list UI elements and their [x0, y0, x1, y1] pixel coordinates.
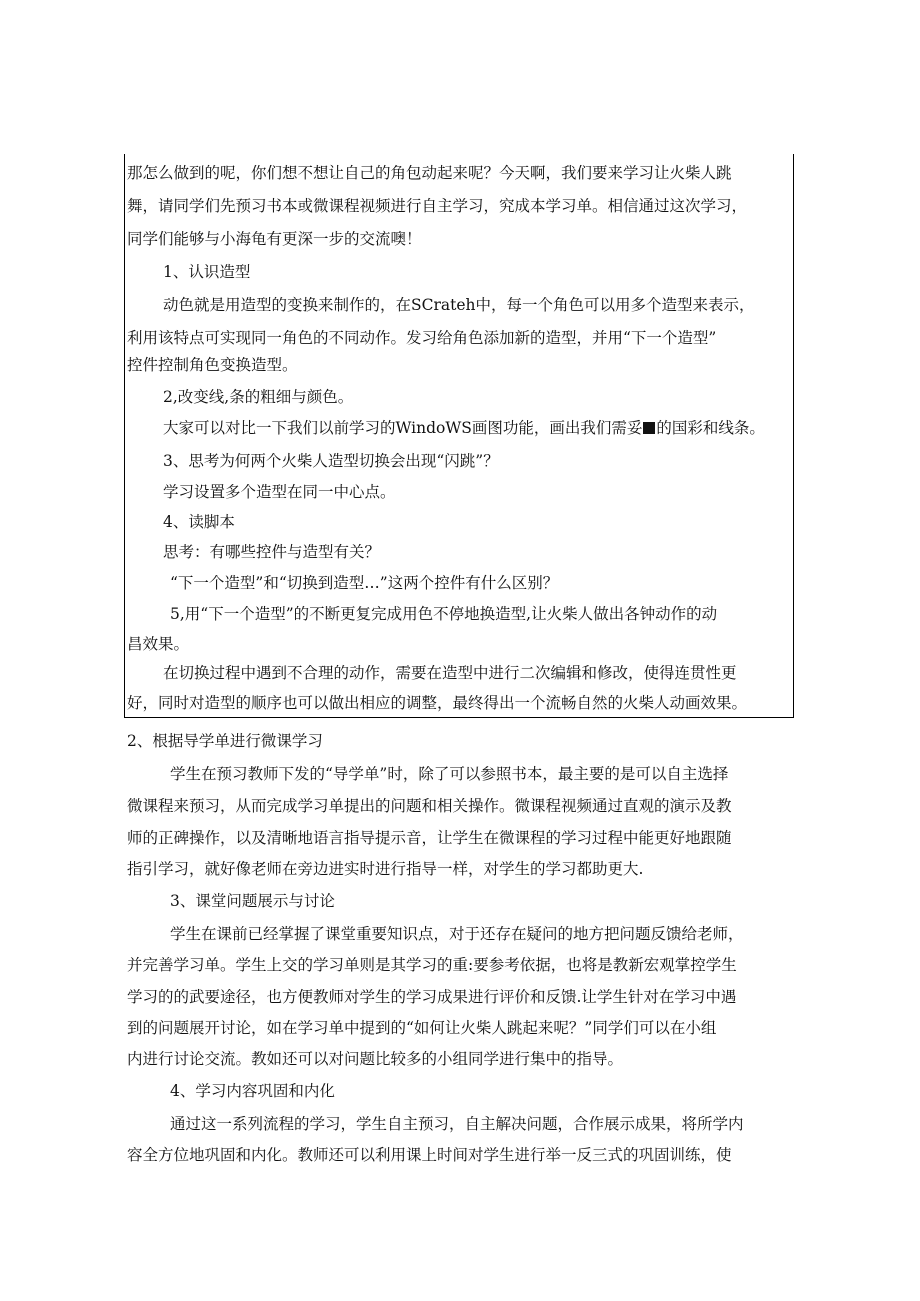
- section-heading: 3、课堂问题展示与讨论: [170, 892, 335, 910]
- section-heading: 2、根据导学单进行微课学习: [127, 732, 323, 750]
- body-line: 学习的的武要途径，也方便教师对学生的学习成果进行评价和反馈.让学生针对在学习中遇: [127, 988, 737, 1006]
- box-line: 控件控制角色变换造型。: [127, 356, 298, 374]
- box-line-part: 大家可以对比一下我们以前学习的WindoWS画图功能，画出我们需妥: [163, 419, 643, 437]
- black-square-icon: [643, 422, 655, 434]
- box-line: 学习设置多个造型在同一中心点。: [163, 483, 396, 501]
- box-line-part: 的国彩和线条。: [656, 419, 765, 437]
- box-line: 思考：有哪些控件与造型有关？: [163, 543, 381, 561]
- box-line: 同学们能够与小海龟有更深一步的交流噢！: [127, 230, 422, 248]
- section-heading: 4、学习内容巩固和内化: [170, 1082, 335, 1100]
- box-heading: 5,用“下一个造型”的不断更复完成用色不停地换造型,让火柴人做出各钟动作的动: [170, 605, 718, 623]
- body-line: 微课程来预习，从而完成学习单提出的问题和相关操作。微课程视频通过直观的演示及教: [127, 797, 732, 815]
- body-line: 学生在课前已经掌握了课堂重要知识点，对于还存在疑问的地方把问题反馈给老师，: [170, 925, 744, 943]
- body-line: 到的问题展开讨论，如在学习单中提到的“如何让火柴人跳起来呢？”同学们可以在小组: [127, 1019, 717, 1037]
- box-heading: 3、思考为何两个火柴人造型切换会出现“闪跳”？: [163, 452, 499, 470]
- body-line: 并完善学习单。学生上交的学习单则是其学习的重:要参考依据，也将是教新宏观掌控学生: [127, 956, 737, 974]
- body-line: 学生在预习教师下发的“导学单”时，除了可以参照书本，最主要的是可以自主选择: [170, 765, 729, 783]
- box-heading: 4、读脚本: [163, 513, 235, 531]
- box-line: 舞，请同学们先预习书本或微课程视频进行自主学习，究成本学习单。相信通过这次学习，: [127, 197, 748, 215]
- body-line: 指引学习，就好像老师在旁边进实时进行指导一样，对学生的学习都助更大.: [127, 860, 644, 878]
- box-line: 利用该特点可实现同一角色的不同动作。发习给角色添加新的造型，并用“下一个造型”: [127, 329, 717, 347]
- body-line: 通过这一系列流程的学习，学生自主预习，自主解决问题，合作展示成果，将所学内: [170, 1115, 744, 1133]
- box-line: 那怎么做到的呢，你们想不想让自己的角包动起来呢？今天啊，我们要来学习让火柴人跳: [127, 164, 732, 182]
- body-line: 容全方位地巩固和内化。教师还可以利用课上时间对学生进行举一反三式的巩固训练，使: [127, 1146, 732, 1164]
- body-line: 内进行讨论交流。教如还可以对问题比较多的小组同学进行集中的指导。: [127, 1050, 624, 1068]
- box-line: [163, 418, 765, 438]
- box-heading: 1、认识造型: [163, 263, 251, 281]
- body-line: 师的正碑操作，以及清晰地语言指导提示音，让学生在微课程的学习过程中能更好地跟随: [127, 829, 732, 847]
- box-heading: 2,改变线,条的粗细与颜色。: [163, 388, 354, 406]
- box-line: 动色就是用造型的变换来制作的，在SCrateh中，每一个角色可以用多个造型来表示，: [163, 296, 755, 314]
- box-line: “下一个造型”和“切换到造型…”这两个控件有什么区别？: [170, 574, 559, 592]
- box-line: 好，同时对造型的顺序也可以做出相应的调整，最终得出一个流畅自然的火柴人动画效果。: [127, 694, 748, 712]
- box-line: 昌效果。: [127, 635, 190, 653]
- box-line: 在切换过程中遇到不合理的动作，需要在造型中进行二次编辑和修改，使得连贯性更: [163, 664, 737, 682]
